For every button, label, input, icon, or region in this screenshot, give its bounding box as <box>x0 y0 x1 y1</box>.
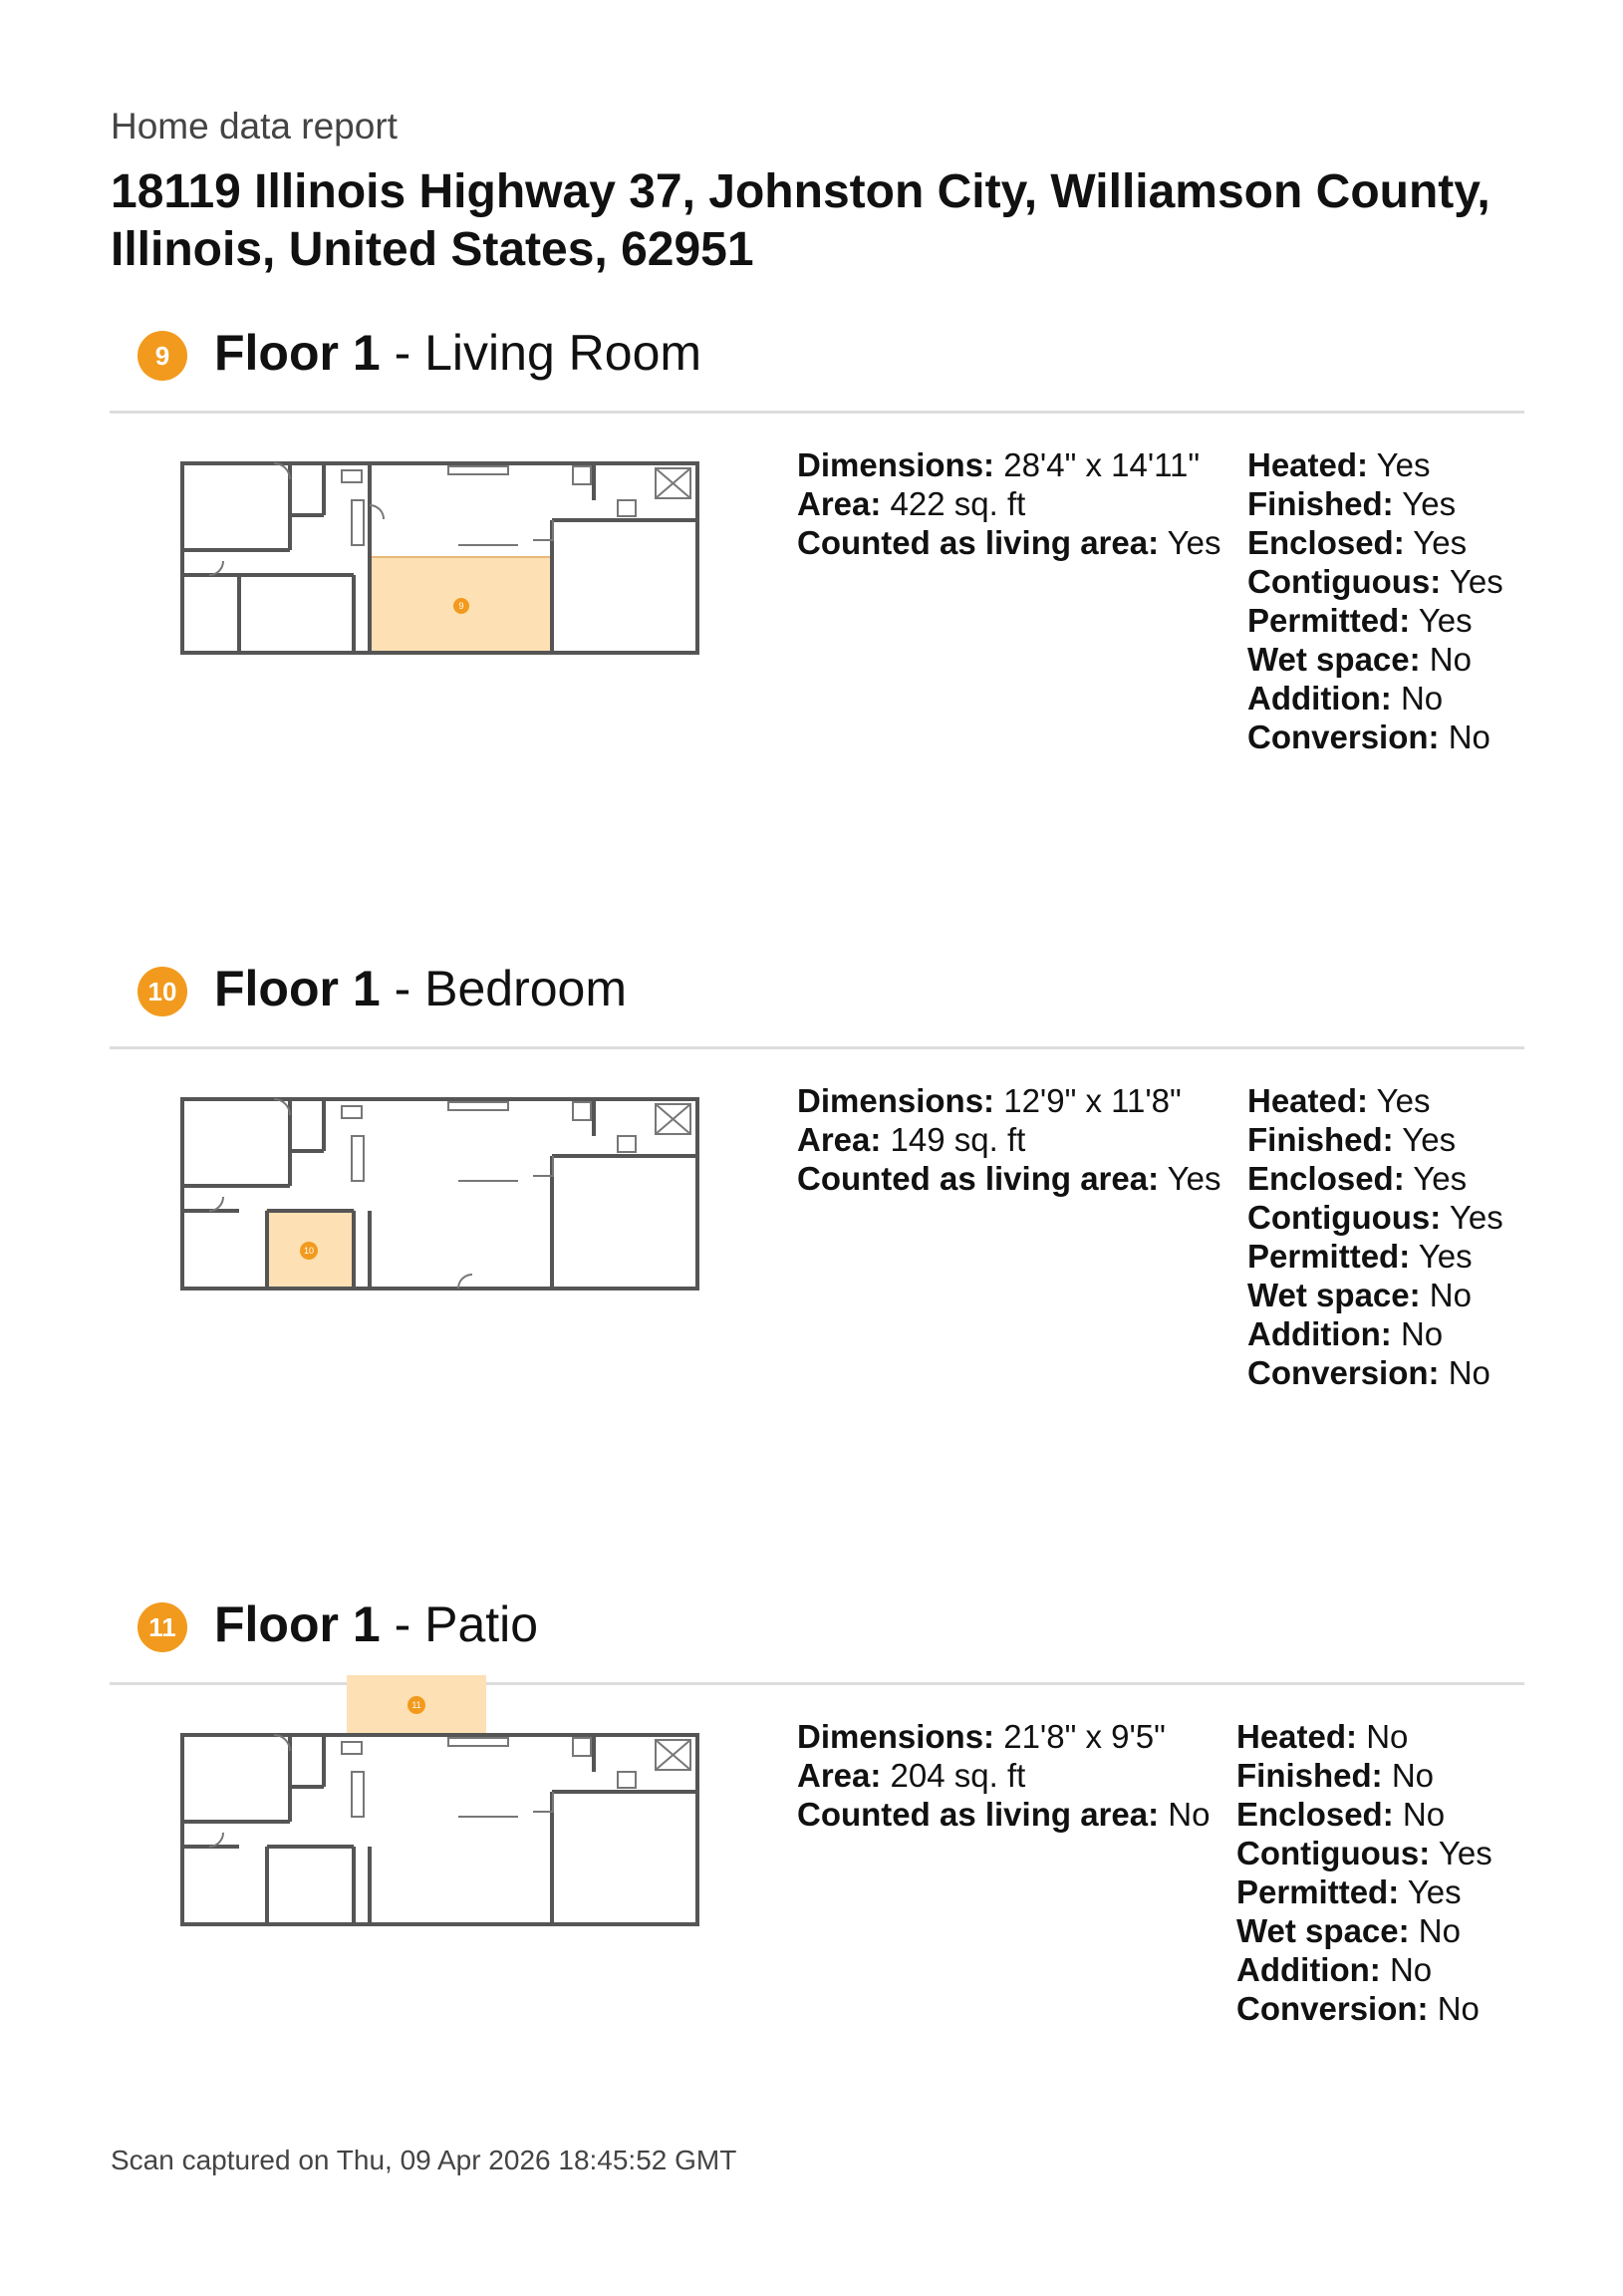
permitted-row: Permitted: Yes <box>1247 1238 1473 1275</box>
room-title <box>214 1594 538 1654</box>
title-separator: - <box>380 325 425 381</box>
dimensions-row: Dimensions: 21'8" x 9'5" <box>797 1718 1166 1755</box>
dimensions-row: Dimensions: 12'9" x 11'8" <box>797 1082 1182 1119</box>
permitted-row: Permitted: Yes <box>1236 1873 1462 1910</box>
plan-outline <box>182 1735 697 1924</box>
addition-row: Addition: No <box>1236 1951 1433 1988</box>
area-row: Area: 204 sq. ft <box>797 1757 1026 1794</box>
room-metrics <box>797 1081 1221 1198</box>
finished-row: Finished: Yes <box>1247 485 1457 522</box>
contiguous-row: Contiguous: Yes <box>1247 563 1503 600</box>
conversion-row: Conversion: No <box>1236 1990 1480 2027</box>
room-number-badge: 11 <box>137 1602 187 1652</box>
enclosed-row: Enclosed: No <box>1236 1796 1446 1833</box>
wet-space-row: Wet space: No <box>1247 641 1472 678</box>
scan-timestamp: Scan captured on Thu, 09 Apr 2026 18:45:52 GMT <box>111 2145 737 2175</box>
section-divider <box>110 411 1524 414</box>
room-attributes <box>1247 445 1503 756</box>
wet-space-row: Wet space: No <box>1247 1277 1472 1313</box>
room-name: Living Room <box>424 325 702 381</box>
room-section-bedroom <box>0 961 1623 1565</box>
room-marker-label: 11 <box>411 1700 421 1710</box>
living-area-row: Counted as living area: No <box>797 1796 1211 1833</box>
finished-row: Finished: Yes <box>1247 1121 1457 1158</box>
room-number-badge: 10 <box>137 967 187 1016</box>
heated-row: Heated: Yes <box>1247 1082 1431 1119</box>
heated-row: Heated: Yes <box>1247 446 1431 483</box>
title-separator: - <box>380 961 425 1016</box>
addition-row: Addition: No <box>1247 680 1444 717</box>
room-metrics <box>797 1717 1210 1834</box>
living-area-row: Counted as living area: Yes <box>797 1160 1221 1197</box>
room-attributes <box>1236 1717 1492 2028</box>
section-divider <box>110 1046 1524 1049</box>
room-metrics <box>797 445 1221 562</box>
room-title <box>214 323 701 383</box>
enclosed-row: Enclosed: Yes <box>1247 524 1468 561</box>
plan-walls <box>182 1099 697 1289</box>
permitted-row: Permitted: Yes <box>1247 602 1473 639</box>
room-marker-label: 10 <box>303 1246 315 1256</box>
room-name: Bedroom <box>424 961 628 1016</box>
enclosed-row: Enclosed: Yes <box>1247 1160 1468 1197</box>
conversion-row: Conversion: No <box>1247 718 1490 755</box>
contiguous-row: Contiguous: Yes <box>1247 1199 1503 1236</box>
room-attributes <box>1247 1081 1503 1392</box>
room-marker-label: 9 <box>458 601 464 611</box>
dimensions-row: Dimensions: 28'4" x 14'11" <box>797 446 1201 483</box>
living-area-row: Counted as living area: Yes <box>797 524 1221 561</box>
room-name: Patio <box>424 1596 539 1652</box>
floor-label: Floor 1 <box>214 325 381 381</box>
floor-plan <box>179 1672 697 1981</box>
room-title <box>214 959 627 1018</box>
plan-outline <box>182 1099 697 1289</box>
addition-row: Addition: No <box>1247 1315 1444 1352</box>
floor-plan <box>179 1096 697 1345</box>
floor-label: Floor 1 <box>214 961 381 1016</box>
property-address: 18119 Illinois Highway 37, Johnston City, Williamson County, Illinois, United States, 62951 <box>111 165 1490 276</box>
conversion-row: Conversion: No <box>1247 1354 1490 1391</box>
room-number-badge: 9 <box>137 331 187 381</box>
finished-row: Finished: No <box>1236 1757 1435 1794</box>
area-row: Area: 422 sq. ft <box>797 485 1026 522</box>
report-label: Home data report <box>111 106 398 146</box>
plan-walls <box>182 1735 697 1924</box>
floor-plan <box>179 460 697 710</box>
title-separator: - <box>380 1596 425 1652</box>
floor-label: Floor 1 <box>214 1596 381 1652</box>
area-row: Area: 149 sq. ft <box>797 1121 1026 1158</box>
room-section-living-room <box>0 325 1623 929</box>
contiguous-row: Contiguous: Yes <box>1236 1835 1492 1871</box>
room-section-patio <box>0 1596 1623 2200</box>
wet-space-row: Wet space: No <box>1236 1912 1461 1949</box>
heated-row: Heated: No <box>1236 1718 1409 1755</box>
